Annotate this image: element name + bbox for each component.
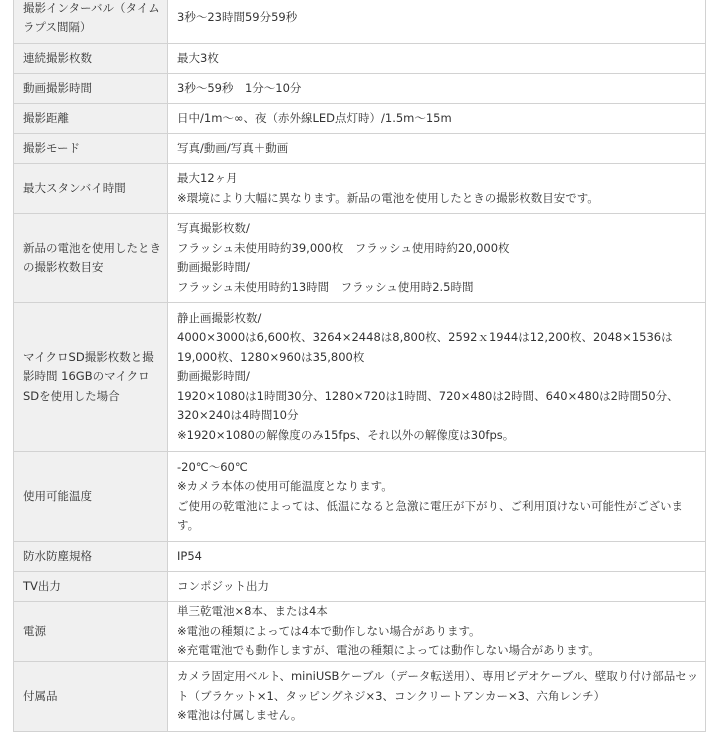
spec-value (168, 452, 706, 542)
spec-key: 動画撮影時間 (14, 74, 168, 104)
spec-row-interval (14, 0, 706, 44)
spec-key: マイクロSD撮影枚数と撮影時間 16GBのマイクロSDを使用した場合 (14, 303, 168, 452)
spec-value-line: ※充電電池でも動作しますが、電池の種類によっては動作しない場合があります。 (177, 643, 600, 658)
spec-value-line: ※カメラ本体の使用可能温度となります。 (177, 479, 393, 493)
spec-value-line: 単三乾電池×8本、または4本 (177, 604, 328, 619)
spec-value (168, 104, 706, 134)
spec-key: 撮影距離 (14, 104, 168, 134)
spec-value-line: ご使用の乾電池によっては、低温になると急激に電圧が下がり、ご利用頂けない可能性がございます。 (177, 498, 683, 532)
spec-value-line: 最大12ヶ月 (177, 171, 238, 185)
spec-value-line: 3秒～59秒 1分～10分 (177, 80, 302, 95)
spec-key: 使用可能温度 (14, 452, 168, 542)
spec-row-power (14, 602, 706, 662)
spec-value-line: 日中/1m～∞、夜（赤外線LED点灯時）/1.5m～15m (177, 110, 452, 125)
spec-key: 撮影インターバル（タイムラプス間隔） (14, 0, 168, 44)
spec-key: 防水防塵規格 (14, 542, 168, 572)
spec-value (168, 572, 706, 602)
spec-value (168, 44, 706, 74)
spec-value (168, 542, 706, 572)
spec-value-line: 写真撮影枚数/ (177, 221, 250, 235)
spec-value-line: -20℃～60℃ (177, 459, 248, 474)
spec-value (168, 602, 706, 662)
spec-value (168, 134, 706, 164)
spec-value-line: ※環境により大幅に異なります。新品の電池を使用したときの撮影枚数目安です。 (177, 190, 599, 205)
spec-value-line: 静止画撮影枚数/ (177, 310, 262, 325)
spec-value (168, 0, 706, 44)
spec-row-standby (14, 164, 706, 214)
spec-value-line: 4000×3000は6,600枚、3264×2448は8,800枚、2592ｘ1944は12,200枚、2048×1536は19,000枚、1280×960は35,800枚 (177, 330, 673, 364)
spec-value-line: カメラ固定用ベルト、miniUSBケーブル（データ転送用）、専用ビデオケーブル、壁取り付け部品セット（ブラケット×1、タッピングネジ×3、コンクリートアンカー×3、六角レンチ） (177, 669, 699, 703)
spec-value-line: ※電池は付属しません。 (177, 708, 303, 723)
spec-value-line: 3秒～23時間59分59秒 (177, 10, 298, 25)
spec-value-line: コンポジット出力 (177, 578, 269, 593)
spec-row-waterproof (14, 542, 706, 572)
spec-key: 新品の電池を使用したときの撮影枚数目安 (14, 214, 168, 303)
spec-value (168, 214, 706, 303)
spec-value (168, 164, 706, 214)
spec-value (168, 662, 706, 732)
spec-row-mode (14, 134, 706, 164)
spec-value-line: IP54 (177, 548, 202, 563)
spec-value-line: ※電池の種類によっては4本で動作しない場合があります。 (177, 623, 481, 638)
spec-key: TV出力 (14, 572, 168, 602)
spec-key: 電源 (14, 602, 168, 662)
spec-value-line: 最大3枚 (177, 50, 219, 65)
spec-value-line: フラッシュ未使用時約13時間 フラッシュ使用時2.5時間 (177, 279, 474, 294)
spec-row-battery-shots (14, 214, 706, 303)
spec-key: 付属品 (14, 662, 168, 732)
spec-table (13, 0, 706, 732)
spec-value-line: ※1920×1080の解像度のみ15fps、それ以外の解像度は30fps。 (177, 427, 515, 442)
spec-row-tv-out (14, 572, 706, 602)
spec-key: 撮影モード (14, 134, 168, 164)
spec-row-burst (14, 44, 706, 74)
spec-value (168, 303, 706, 452)
spec-value-line: 1920×1080は1時間30分、1280×720は1時間、720×480は2時間、640×480は2時間50分、320×240は4時間10分 (177, 388, 679, 423)
spec-value-line: 動画撮影時間/ (177, 260, 250, 274)
spec-row-accessories (14, 662, 706, 732)
spec-value-line: フラッシュ未使用時約39,000枚 フラッシュ使用時約20,000枚 (177, 240, 510, 255)
spec-row-temperature (14, 452, 706, 542)
spec-value-line: 動画撮影時間/ (177, 369, 250, 384)
spec-row-video-length (14, 74, 706, 104)
spec-key: 連続撮影枚数 (14, 44, 168, 74)
spec-row-microsd (14, 303, 706, 452)
spec-value (168, 74, 706, 104)
spec-value-line: 写真/動画/写真＋動画 (177, 140, 289, 155)
spec-row-distance (14, 104, 706, 134)
spec-key: 最大スタンバイ時間 (14, 164, 168, 214)
